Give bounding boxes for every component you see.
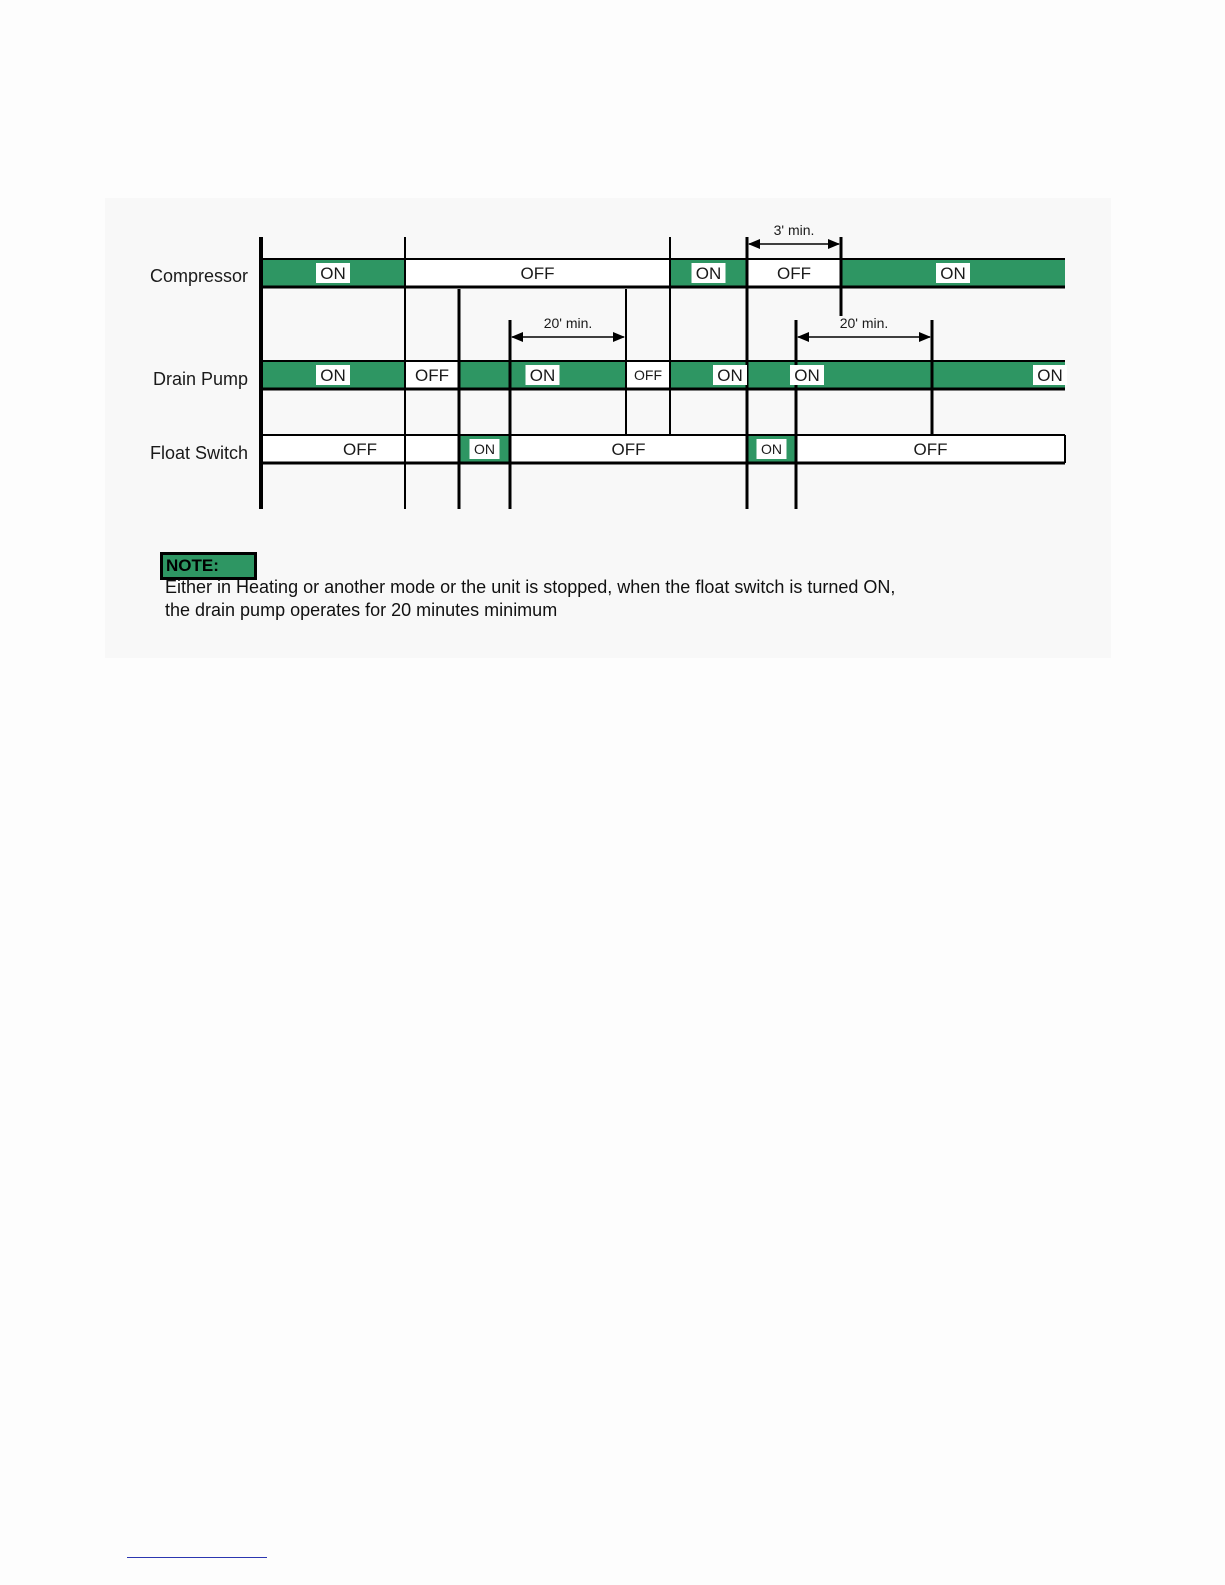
note-badge: NOTE: [160,552,257,580]
dimension-label-1: 3' min. [773,222,815,238]
dimension-label-3: 20' min. [839,315,889,331]
drain-pump-label-1: ON [320,366,346,386]
footnote-rule [127,1557,267,1558]
float-switch-label-1: OFF [343,440,377,460]
float-switch-label-3: OFF [611,440,646,460]
dimension-arrow-left-1 [748,239,760,249]
drain-pump-label-4: OFF [634,367,662,384]
compressor-label-1: ON [320,264,346,284]
dimension-arrow-right-3 [919,332,931,342]
dimension-arrow-right-2 [613,332,625,342]
note-text [165,576,1065,622]
drain-pump-label-5-2: ON [794,366,820,386]
drain-pump-label-5: ON [717,366,743,386]
row-label-drain-pump: Drain Pump [152,369,248,389]
compressor-label-2: OFF [520,264,555,284]
drain-pump-label-3: ON [529,366,556,386]
row-label-float-switch: Float Switch [149,443,248,463]
float-switch-label-2: ON [474,441,495,458]
note-line-1: Either in Heating or another mode or the unit is stopped, when the float switch is turned ON, [165,577,896,597]
float-switch-label-4: ON [761,441,782,458]
dimension-arrow-right-1 [828,239,840,249]
row-label-compressor: Compressor [149,266,248,286]
note-line-2: the drain pump operates for 20 minutes minimum [165,600,558,620]
compressor-label-4: OFF [777,264,811,284]
compressor-label-3: ON [695,264,722,284]
compressor-label-5: ON [940,264,966,284]
dimension-arrow-left-3 [797,332,809,342]
drain-pump-label-5-3: ON [1037,366,1063,386]
drain-pump-label-2: OFF [415,366,449,386]
float-switch-label-5: OFF [913,440,948,460]
dimension-arrow-left-2 [511,332,523,342]
dimension-label-2: 20' min. [543,315,593,331]
